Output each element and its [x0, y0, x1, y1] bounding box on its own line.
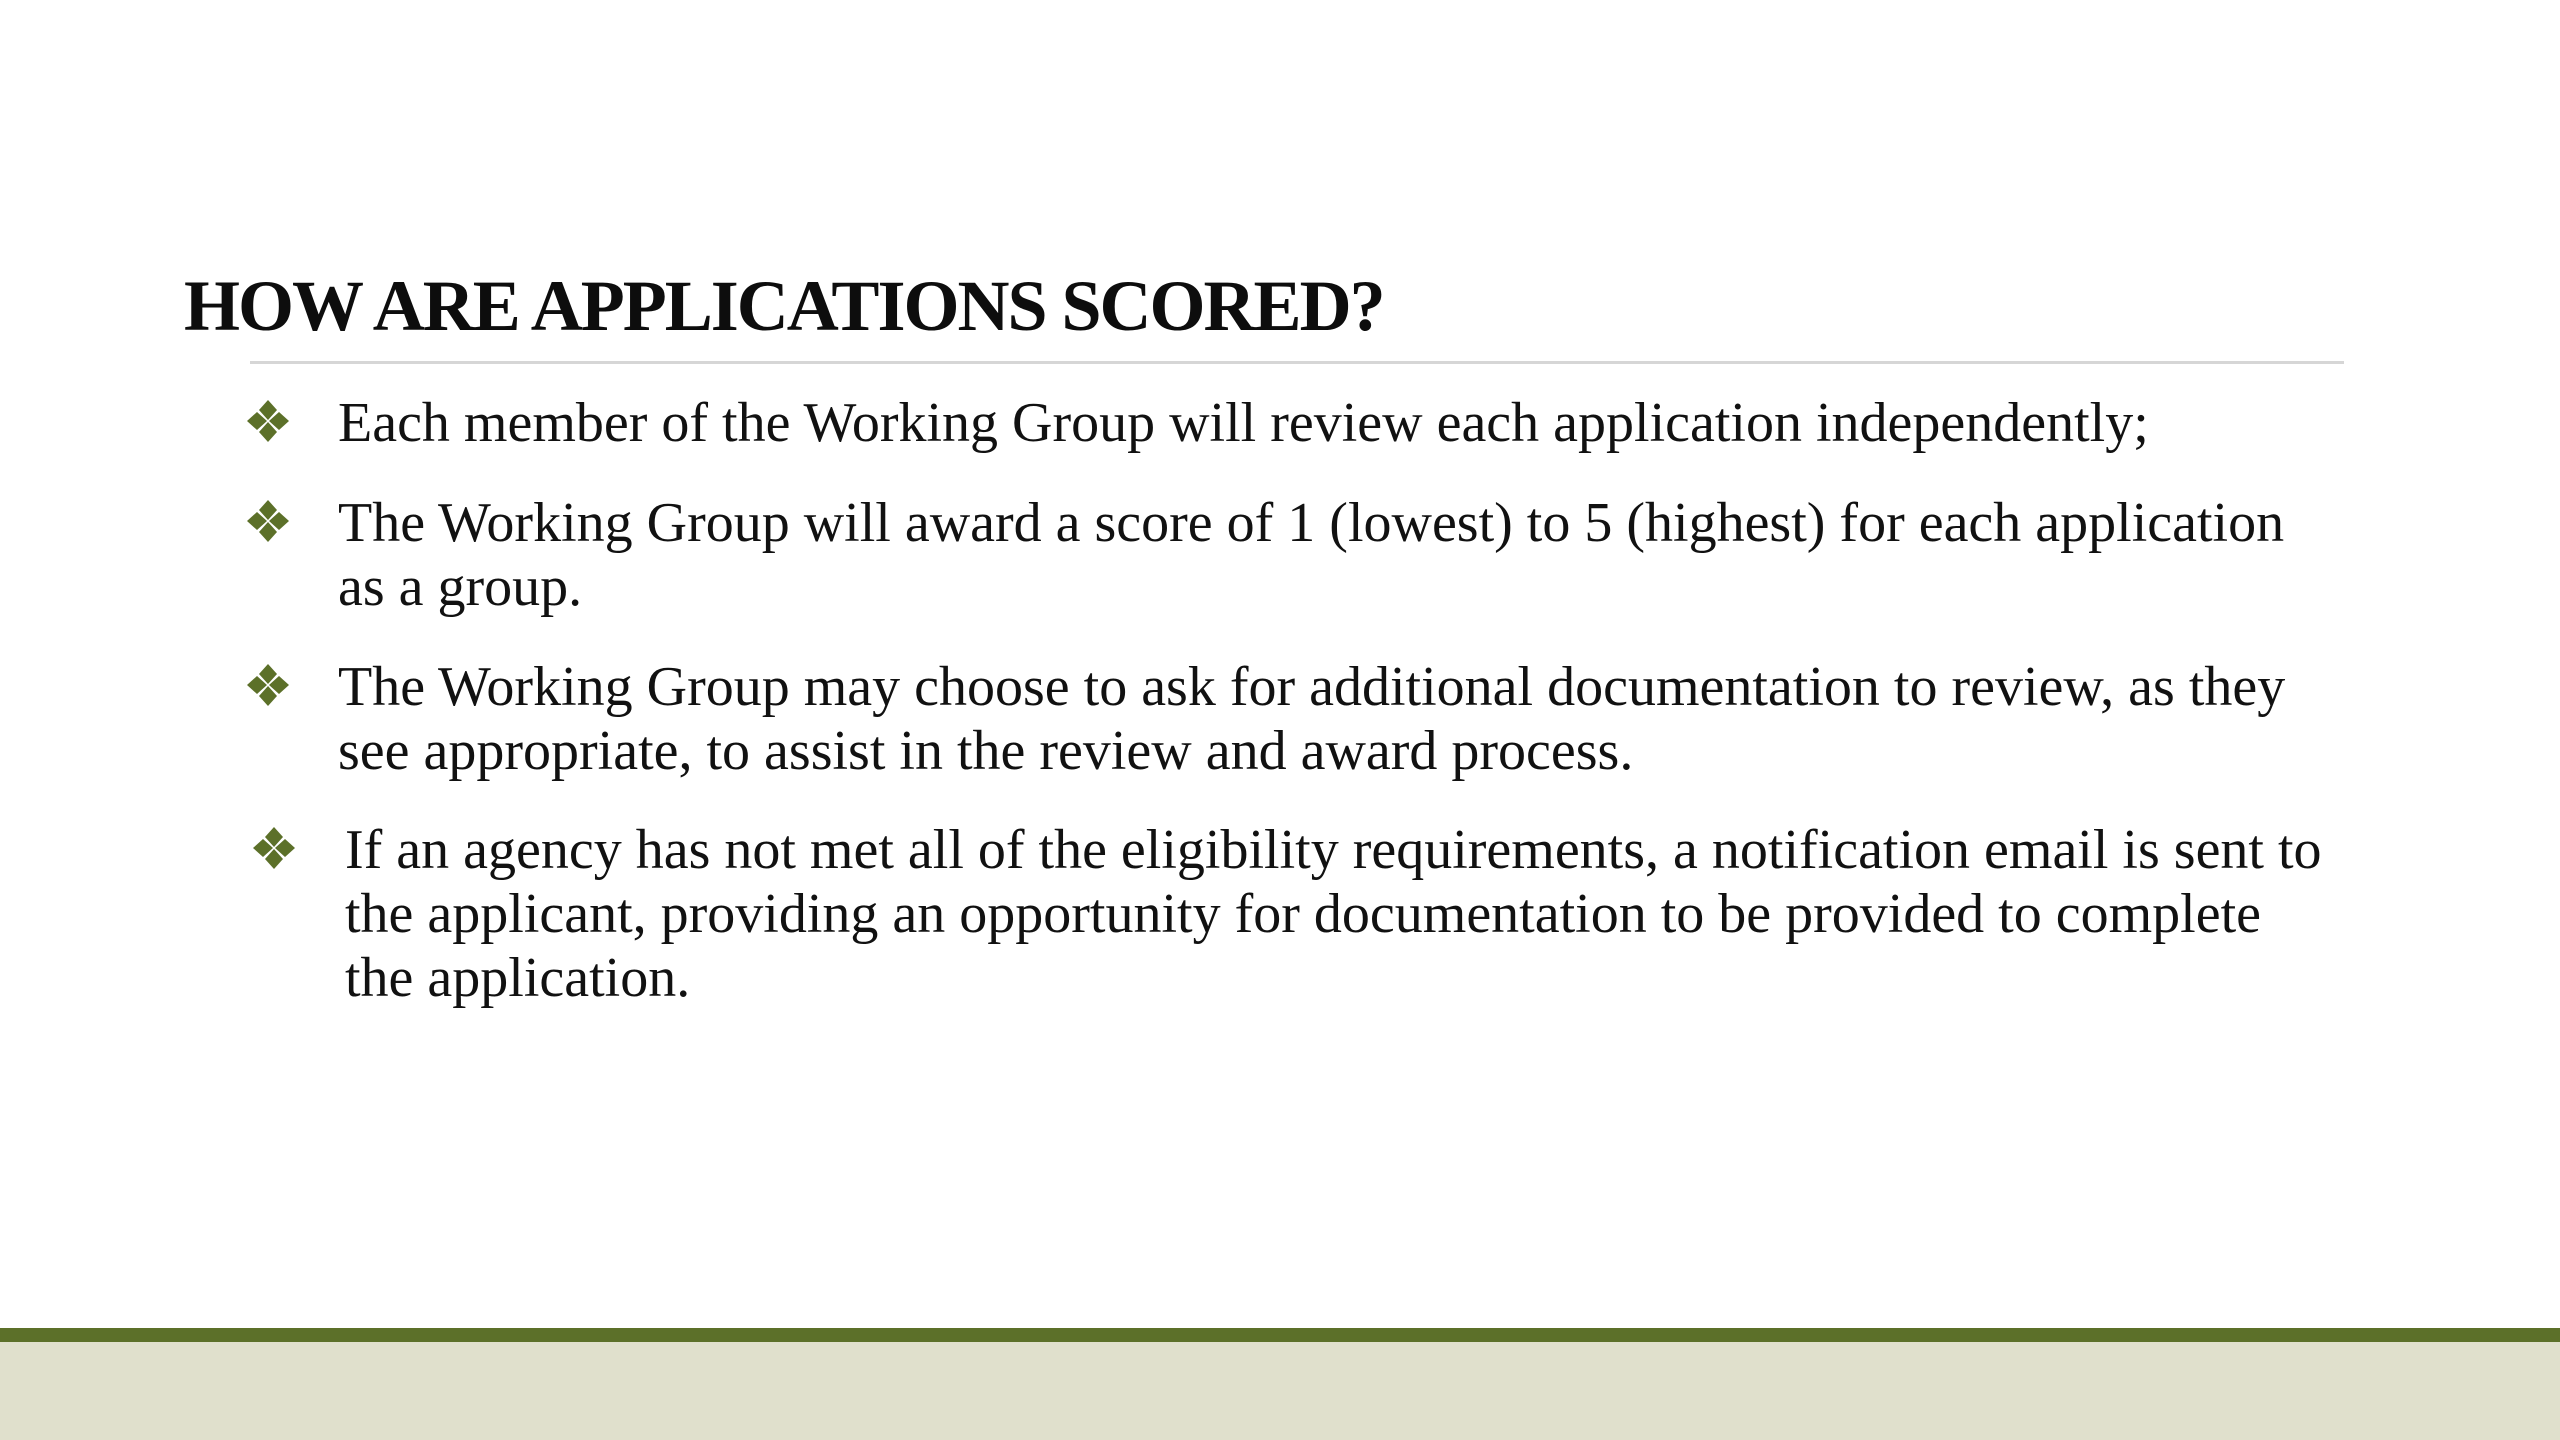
four-diamond-bullet-icon	[246, 399, 290, 443]
bullet-line: The Working Group will award a score of 1 (lowest) to 5 (highest) for each application	[338, 492, 2285, 554]
bullet-line: The Working Group may choose to ask for additional documentation to review, as they	[338, 656, 2286, 718]
bullet-line: the applicant, providing an opportunity for documentation to be provided to complete	[345, 883, 2261, 945]
bullet-line: If an agency has not met all of the eligibility requirements, a notification email is sent to	[345, 819, 2322, 881]
footer-accent-stripe	[0, 1328, 2560, 1342]
bullet-line: as a group.	[338, 556, 583, 618]
four-diamond-bullet-icon	[246, 663, 290, 707]
bullet-line: Each member of the Working Group will review each application independently;	[338, 392, 2149, 454]
four-diamond-bullet-icon	[246, 499, 290, 543]
slide-title: HOW ARE APPLICATIONS SCORED?	[184, 266, 1384, 346]
bullet-line: see appropriate, to assist in the review and award process.	[338, 720, 1634, 782]
footer-band	[0, 1328, 2560, 1440]
bullet-line: the application.	[345, 947, 691, 1009]
four-diamond-bullet-icon	[252, 826, 296, 870]
